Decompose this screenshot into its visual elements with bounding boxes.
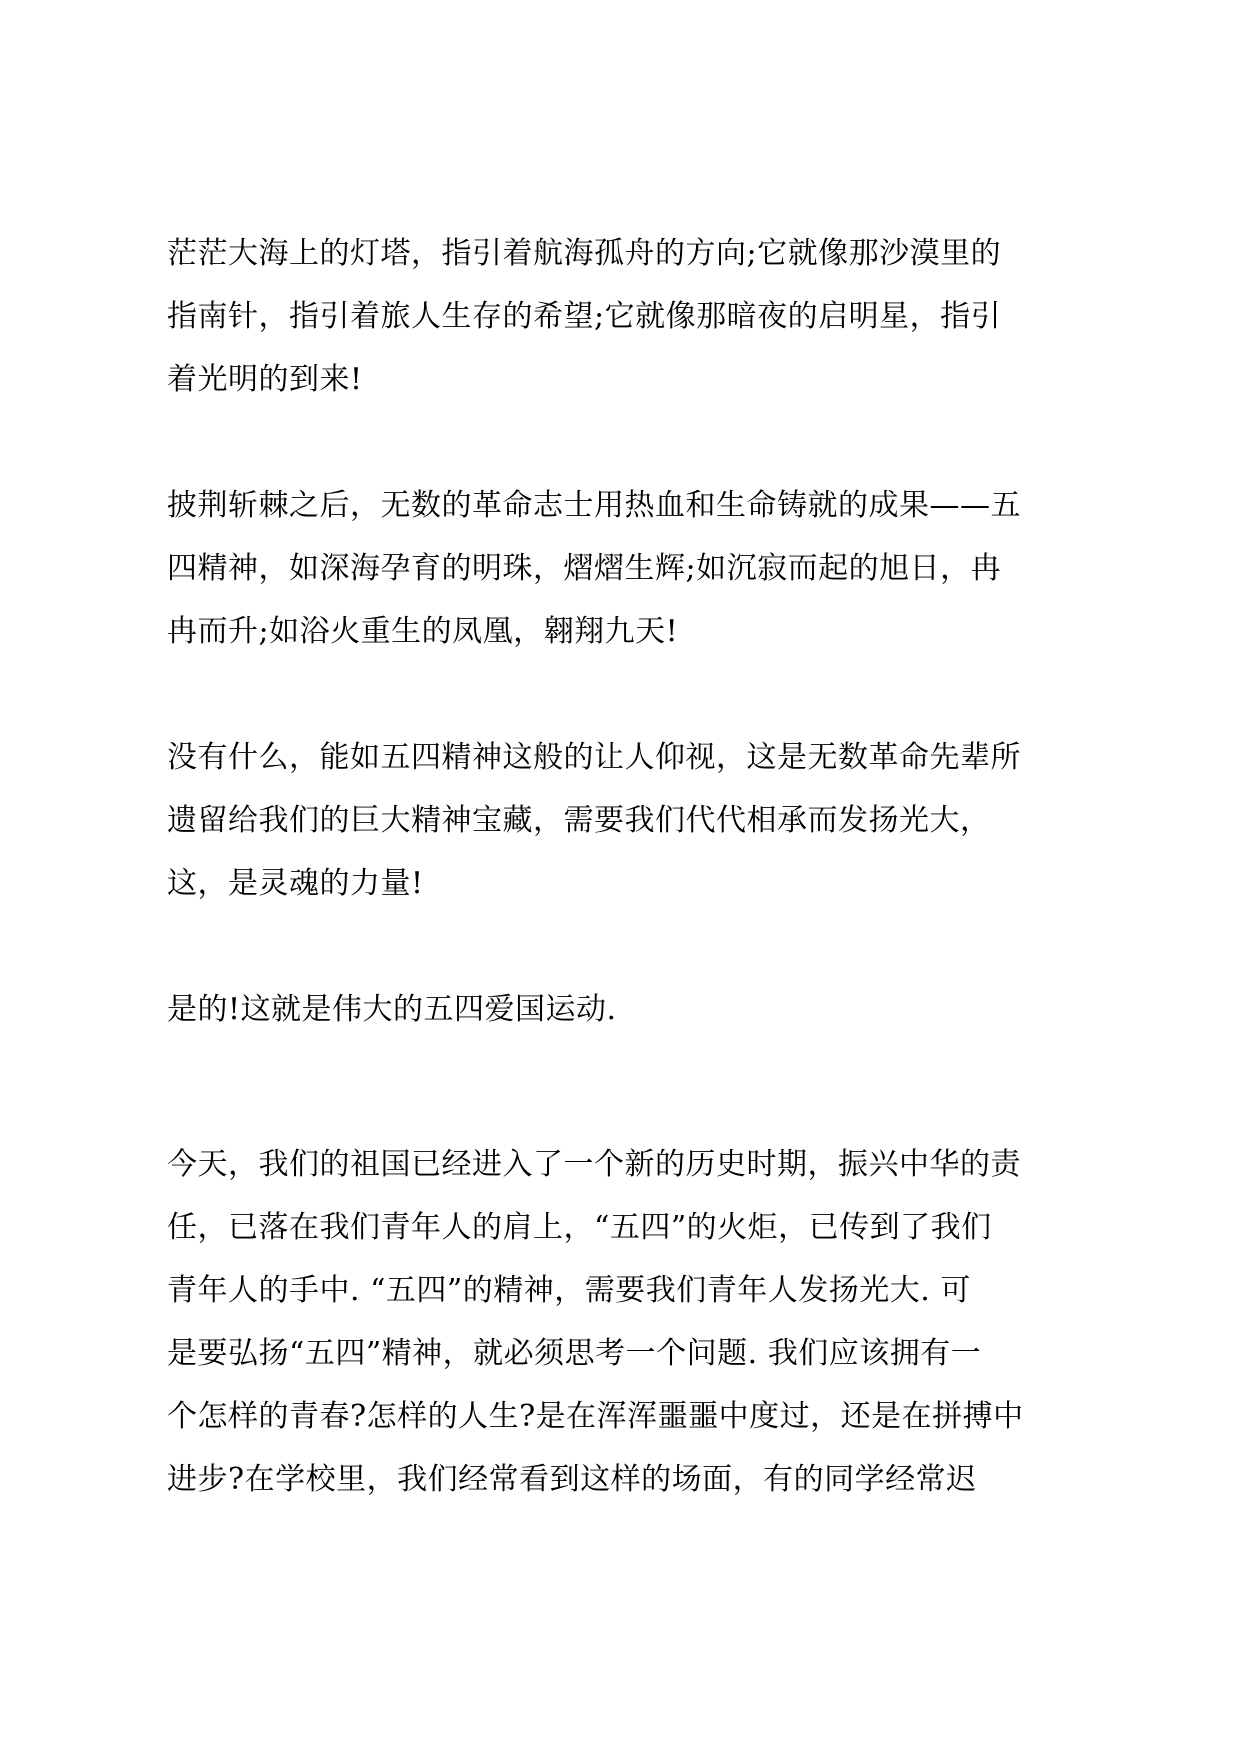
paragraph-line: 今天，我们的祖国已经进入了一个新的历史时期，振兴中华的责 — [167, 1147, 1021, 1182]
paragraph-line: 这，是灵魂的力量! — [167, 866, 424, 901]
paragraph-line: 是要弘扬“五四”精神，就必须思考一个问题. 我们应该拥有一 — [167, 1336, 982, 1371]
paragraph-line: 着光明的到来! — [167, 362, 363, 397]
paragraph-soul-power — [167, 726, 1107, 915]
paragraph-line: 任，已落在我们青年人的肩上，“五四”的火炬，已传到了我们 — [167, 1210, 992, 1245]
paragraph-line: 进步?在学校里，我们经常看到这样的场面，有的同学经常迟 — [167, 1462, 977, 1497]
paragraph-lighthouse — [167, 222, 1107, 411]
paragraph-line: 遗留给我们的巨大精神宝藏，需要我们代代相承而发扬光大， — [167, 803, 991, 838]
paragraph-line: 茫茫大海上的灯塔，指引着航海孤舟的方向;它就像那沙漠里的 — [167, 236, 1002, 271]
paragraph-line: 是的!这就是伟大的五四爱国运动. — [167, 992, 617, 1027]
paragraph-line: 个怎样的青春?怎样的人生?是在浑浑噩噩中度过，还是在拼搏中 — [167, 1399, 1024, 1434]
paragraph-line: 冉而升;如浴火重生的凤凰，翱翔九天! — [167, 614, 679, 649]
paragraph-line: 披荆斩棘之后，无数的革命志士用热血和生命铸就的成果——五 — [167, 488, 1021, 523]
paragraph-line: 四精神，如深海孕育的明珠，熠熠生辉;如沉寂而起的旭日，冉 — [167, 551, 1002, 586]
paragraph-line: 青年人的手中. “五四”的精神，需要我们青年人发扬光大. 可 — [167, 1273, 971, 1308]
paragraph-line: 没有什么，能如五四精神这般的让人仰视，这是无数革命先辈所 — [167, 740, 1021, 775]
paragraph-may-fourth-spirit — [167, 474, 1107, 663]
paragraph-line: 指南针，指引着旅人生存的希望;它就像那暗夜的启明星，指引 — [167, 299, 1002, 334]
paragraph-patriotic-movement — [167, 978, 1107, 1041]
paragraph-new-era — [167, 1133, 1107, 1511]
